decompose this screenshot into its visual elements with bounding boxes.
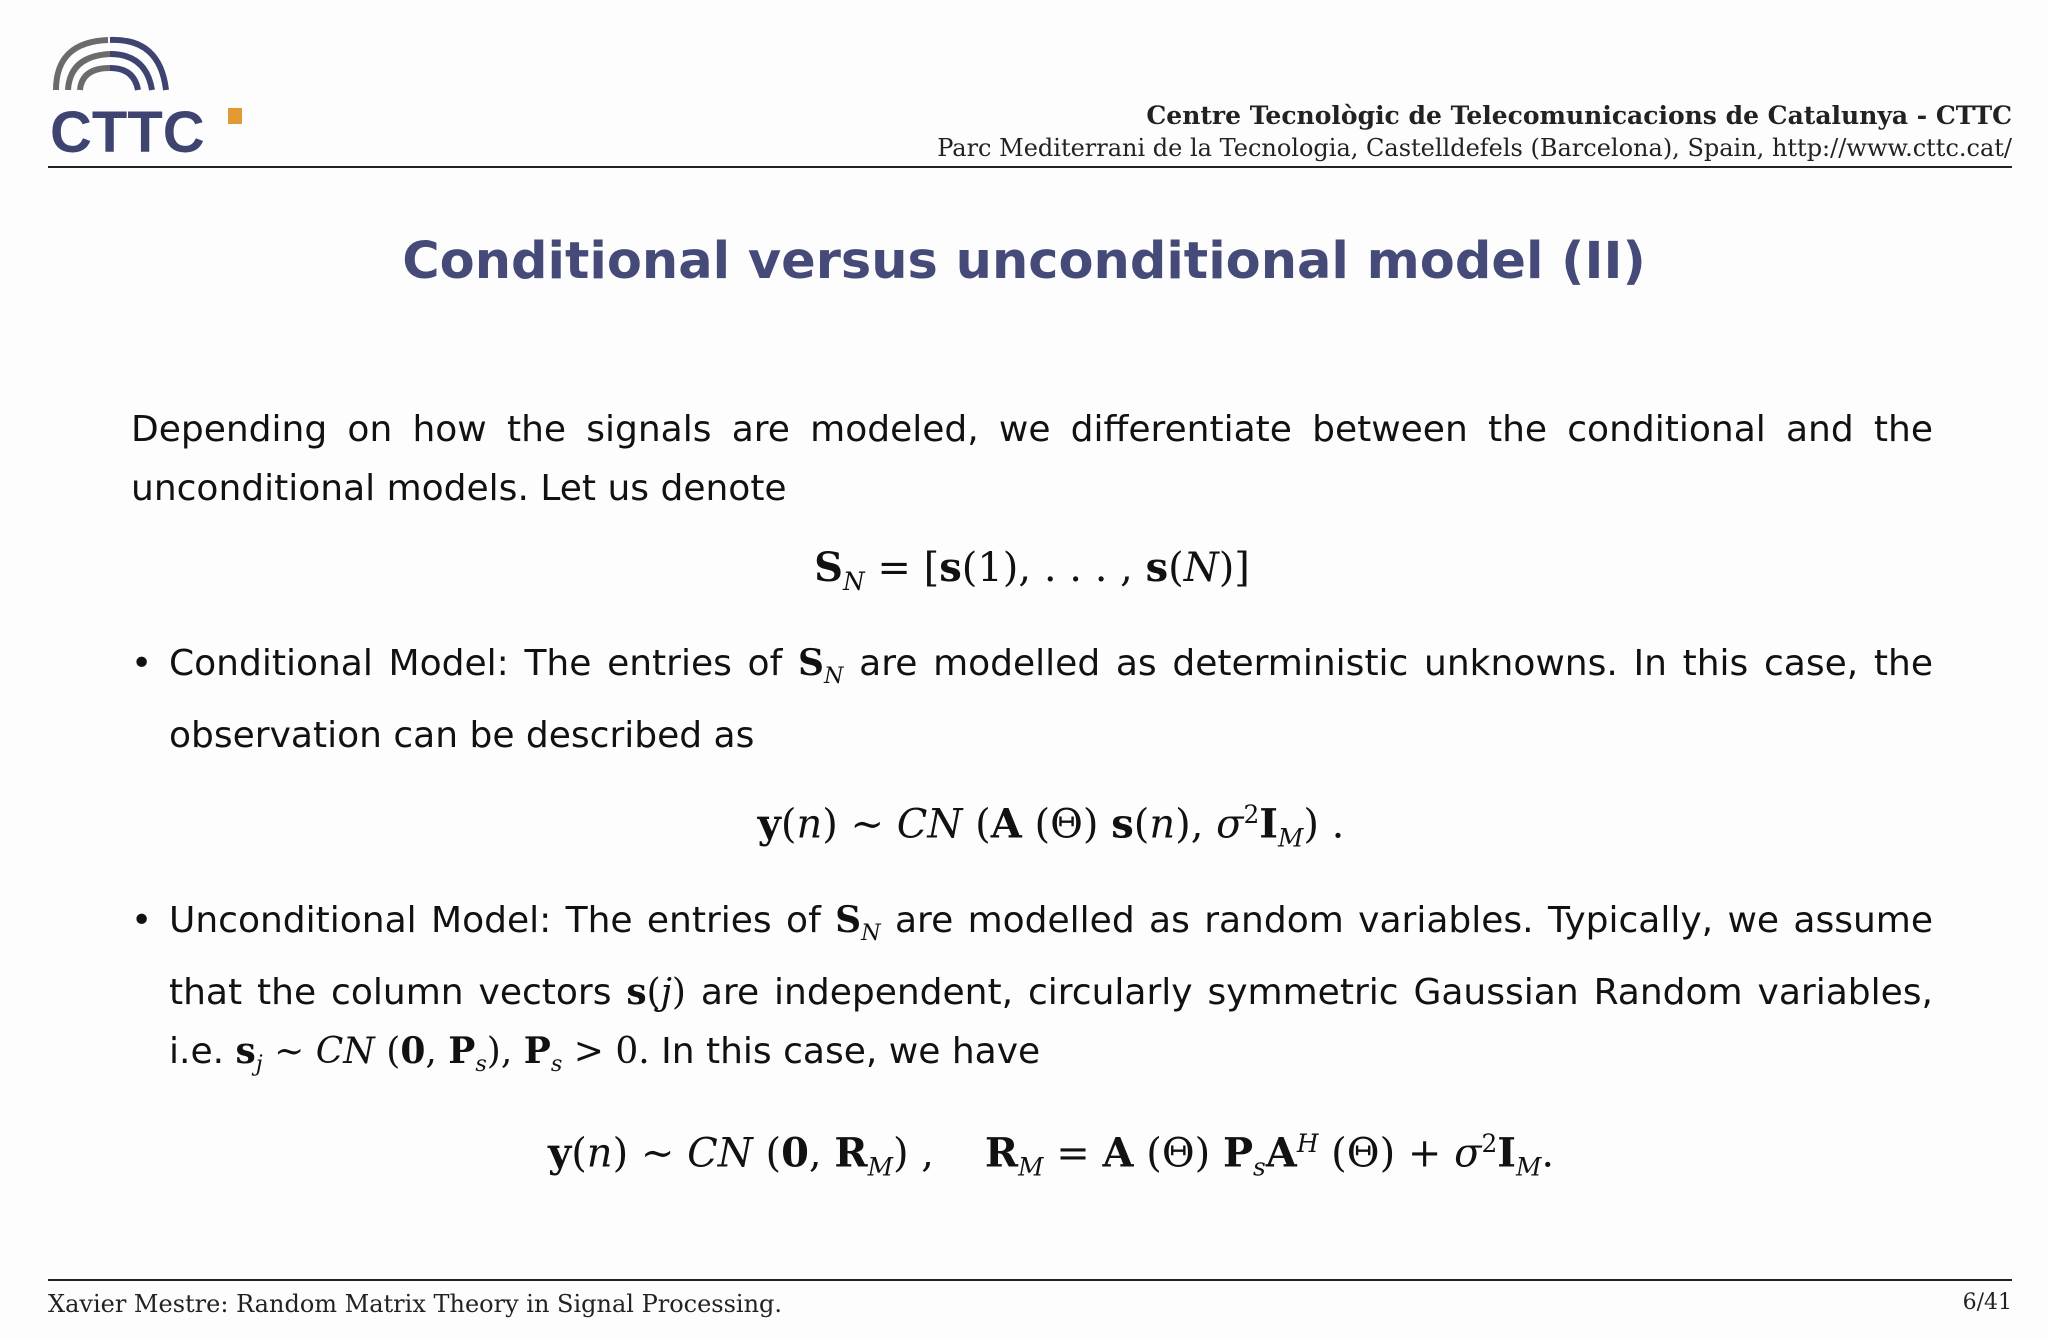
unconditional-label: Unconditional Model: The entries of (169, 899, 821, 941)
slide-content (131, 400, 1933, 1219)
unconditional-text-c: In this case, we have (661, 1030, 1041, 1072)
page-number: 6/41 (1962, 1290, 2012, 1315)
unconditional-text-a: are modelled as random variables. Typically, we assume that the column vectors (169, 899, 1933, 1013)
equation-unconditional: y(n) ∼ CN (0, $R_M$) , $R_M = A$ (Θ) $P_sA^H$ $(\Theta) + \sigma^2I_M$. (547, 1128, 1555, 1182)
footer (48, 1290, 2012, 1318)
bullet-dot: • (131, 899, 153, 941)
footer-rule (48, 1279, 2012, 1281)
slide-title: Conditional versus unconditional model (II) (402, 232, 1646, 291)
cttc-logo (48, 30, 253, 160)
bullet-conditional: • Conditional Model: The entries of $S_N$ are modelled as deterministic unknowns. In this case, the observation can be described as y(n) ∼ CN (A (Θ) s(n), $\sigma^2I_M$) . (131, 634, 1933, 869)
intro-paragraph: Depending on how the signals are modeled, we differentiate between the conditional and the unconditional models. Let us denote (131, 409, 1933, 509)
model-list (131, 634, 1933, 1197)
equation-sn: $S_N = [s(1)$, . . . , s(N)] (814, 544, 1250, 596)
unconditional-text-b: are independent, circularly symmetric Gaussian Random variables, i.e. (169, 971, 1933, 1072)
institution-address: Parc Mediterrani de la Tecnologia, Castelldefels (Barcelona), Spain, http://www.cttc.cat/ (937, 134, 2012, 162)
conditional-label: Conditional Model: The entries of (169, 643, 783, 684)
institution-header (937, 100, 2012, 164)
bullet-dot: • (131, 643, 153, 684)
conditional-text: are modelled as deterministic unknowns. In this case, the observation can be described as (169, 643, 1933, 757)
bullet-unconditional: • Unconditional Model: The entries of $S_N$ are modelled as random variables. Typically, we assume that the column vectors s(j) are independent, circularly symmetric Gaussian Random variables, i.e. $s_j$ ∼ CN (0, $P_s$), $P_s > 0$. In this case, we have y(n) ∼ CN (0, $R_M$) , $R_M = A$ (Θ) $P_sA^H$ $(\Theta) + \sigma^2I_M$. (131, 891, 1933, 1198)
institution-name: Centre Tecnològic de Telecomunicacions de Catalunya - CTTC (1146, 101, 2012, 130)
header-rule (48, 166, 2012, 168)
equation-conditional: y(n) ∼ CN (A (Θ) s(n), $\sigma^2I_M$) . (757, 800, 1345, 853)
logo-text: CTTC (50, 100, 205, 160)
footer-author: Xavier Mestre: Random Matrix Theory in Signal Processing. (48, 1290, 783, 1318)
